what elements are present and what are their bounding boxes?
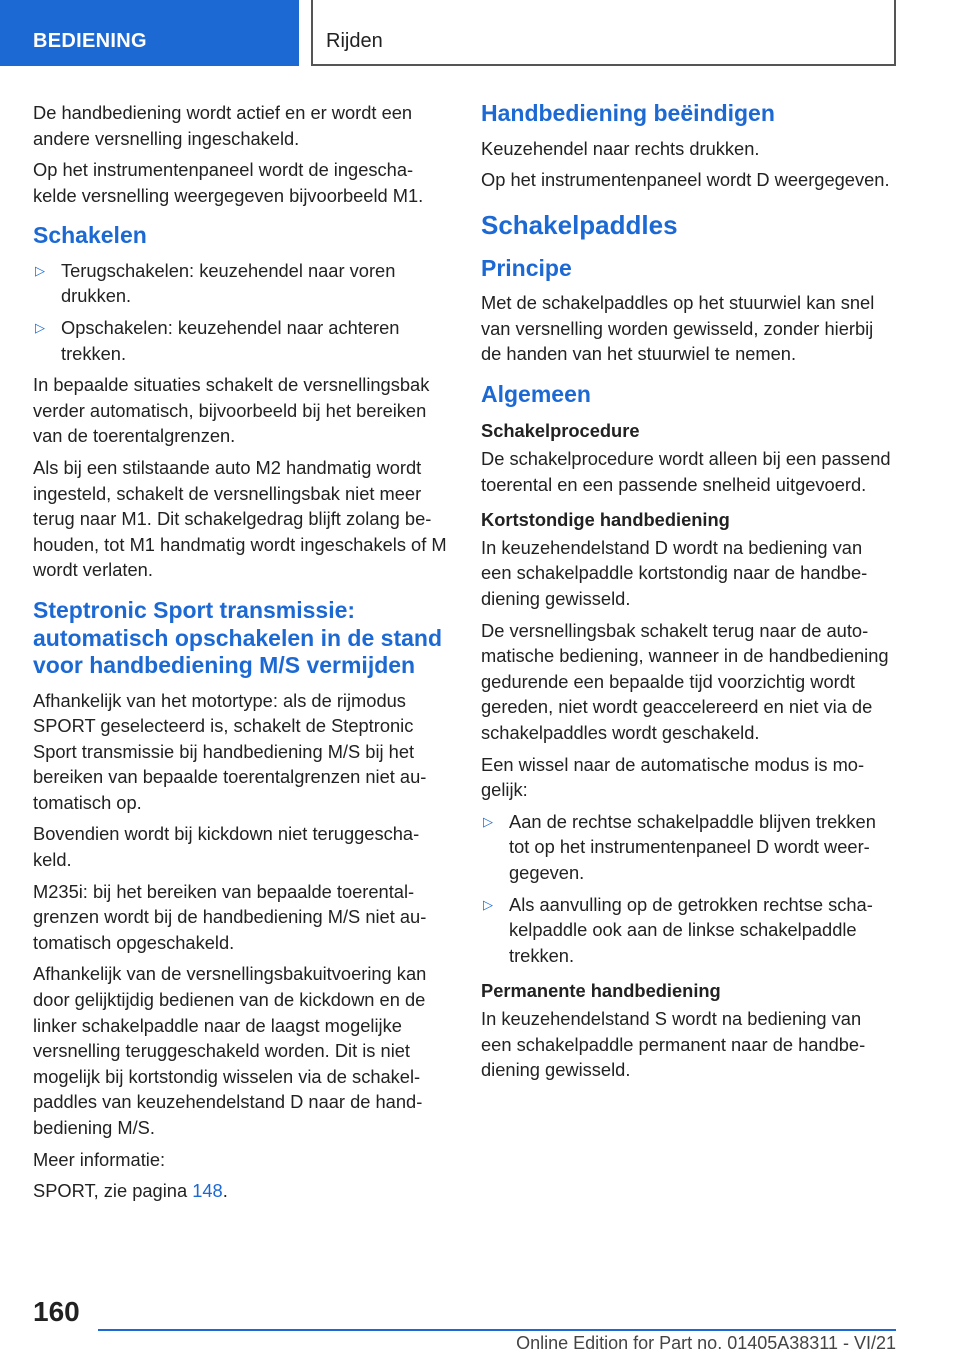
- list-item: [481, 892, 896, 969]
- heading-schakelpaddles: Schakelpaddles: [481, 209, 678, 240]
- heading-algemeen: Algemeen: [481, 380, 591, 407]
- paragraph-motortype: Afhankelijk van het motortype: als de rijmodus SPORT geselecteerd is, schakelt de Steptronic Sport transmissie bij handbediening M/S bij het bereiken van bepaalde toerentalgrenzen niet automatisch op.: [33, 689, 427, 813]
- paragraph-situaties: In bepaalde situaties schakelt de versnellingsbak verder automatisch, bijvoorbeeld bij het bereiken van de toerentalgrenzen.: [33, 374, 430, 447]
- paragraph-schakelprocedure: De schakelprocedure wordt alleen bij een passend toerental en een passende snelheid uitgevoerd.: [481, 448, 891, 495]
- footer-edition: Online Edition for Part no. 01405A38311 - VI/21: [516, 1333, 896, 1353]
- chapter-tab: [311, 0, 896, 66]
- paragraph-stilstaand: Als bij een stilstaande auto M2 handmatig wordt ingesteld, schakelt de versnellingsbak niet meer terug naar M1. Dit schakelgedrag blijft zolang behouden, tot M1 handmatig wordt ingeschakels of M wordt verlaten.: [33, 457, 447, 581]
- subheading-schakelprocedure: Schakelprocedure: [481, 420, 640, 442]
- paragraph-kortstondig-2: De versnellingsbak schakelt terug naar de automatische bediening, wanneer in de handbediening gedurende een bepaalde tijd voorzichtig wordt gereden, niet wordt geaccelereerd en niet via de schakelpaddles wordt geschakeld.: [481, 619, 889, 743]
- list-item-text: Als aanvulling op de getrokken rechtse schakelpaddle ook aan de linkse schakelpaddle trekken.: [509, 893, 873, 966]
- list-item-text: Aan de rechtse schakelpaddle blijven trekken tot op het instrumentenpaneel D wordt weergegeven.: [509, 810, 876, 883]
- paragraph-meer-informatie: Meer informatie:: [33, 1148, 166, 1170]
- paragraph-kortstondig-1: In keuzehendelstand D wordt na bediening van een schakelpaddle kortstondig naar de handbediening gewisseld.: [481, 536, 868, 610]
- list-item: [481, 809, 896, 886]
- triangle-right-icon: ▷: [483, 813, 493, 829]
- paragraph-intro-1: De handbediening wordt actief en er wordt een andere versnelling ingeschakeld.: [33, 102, 413, 149]
- paragraph-sport-reference: [33, 1178, 448, 1204]
- triangle-right-icon: ▷: [483, 896, 493, 912]
- list-item-text: Opschakelen: keuzehendel naar achteren trekken.: [61, 317, 400, 364]
- heading-schakelen: Schakelen: [33, 222, 147, 249]
- paragraph-m235i: M235i: bij het bereiken van bepaalde toerentalgrenzen wordt bij de handbediening M/S niet automatisch opgeschakeld.: [33, 880, 427, 953]
- section-tab: [0, 0, 299, 66]
- heading-handbediening-beeindigen: Handbediening beëindigen: [481, 100, 775, 126]
- paragraph-wissel: Een wissel naar de automatische modus is mogelijk:: [481, 753, 865, 801]
- paragraph-weergegeven: Op het instrumentenpaneel wordt D weergegeven.: [481, 169, 890, 191]
- paragraph-rechts: Keuzehendel naar rechts drukken.: [481, 137, 760, 159]
- triangle-right-icon: ▷: [35, 320, 45, 336]
- right-column: [481, 100, 896, 1089]
- paragraph-uitvoering: Afhankelijk van de versnellingsbakuitvoering kan door gelijktijdig bedienen van de kickdown en de linker schakelpaddle naar de laagst mogelijke versnelling teruggeschakeld worden. Dit is niet mogelijk bij kortstondig wisselen via de schakelpaddles van keuzehendelstand D naar de handbediening M/S.: [33, 963, 427, 1138]
- paragraph-kickdown: Bovendien wordt bij kickdown niet teruggeschakeld.: [33, 823, 420, 871]
- subheading-kortstondig: Kortstondige handbediening: [481, 509, 730, 531]
- paragraph-principe: Met de schakelpaddles op het stuurwiel kan snel van versnelling worden gewisseld, zonder hierbij de handen van het stuurwiel te nemen.: [481, 292, 875, 365]
- chapter-title: Rijden: [326, 30, 383, 52]
- sport-reference-text: SPORT, zie pagina: [33, 1180, 193, 1202]
- page-link-148[interactable]: 148: [192, 1180, 223, 1202]
- sport-reference-end: .: [222, 1180, 228, 1202]
- heading-steptronic: Steptronic Sport transmissie: automatisch opschakelen in de stand voor handbediening M/S vermijden: [33, 597, 442, 678]
- heading-principe: Principe: [481, 254, 572, 281]
- list-item: [33, 315, 448, 366]
- triangle-right-icon: ▷: [35, 262, 45, 278]
- list-item: [33, 258, 448, 309]
- paragraph-intro-2: Op het instrumentenpaneel wordt de ingeschakelde versnelling weergegeven bijvoorbeeld M1.: [33, 159, 424, 206]
- paragraph-permanent: In keuzehendelstand S wordt na bediening van een schakelpaddle permanent naar de handbediening gewisseld.: [481, 1007, 866, 1081]
- wissel-list: [481, 809, 896, 969]
- section-title: BEDIENING: [33, 30, 147, 52]
- left-column: [33, 100, 448, 1210]
- list-item-text: Terugschakelen: keuzehendel naar voren drukken.: [61, 259, 396, 307]
- footer-divider: [98, 1329, 896, 1331]
- subheading-permanent: Permanente handbediening: [481, 980, 721, 1002]
- schakelen-list: [33, 258, 448, 366]
- page-number: 160: [33, 1296, 80, 1327]
